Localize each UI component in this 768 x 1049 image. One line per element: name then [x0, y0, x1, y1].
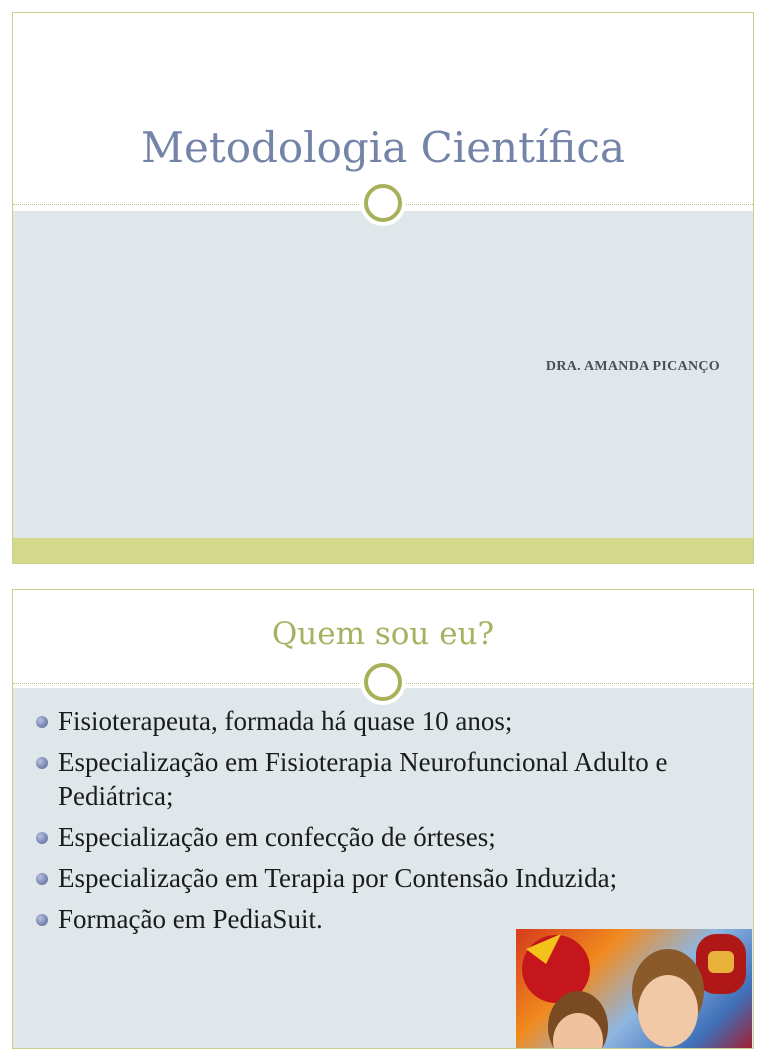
bullet-list — [33, 704, 748, 943]
presentation-title: Metodologia Científica — [141, 123, 625, 172]
bullet-dot-icon — [36, 914, 48, 926]
list-item — [33, 704, 748, 738]
about-slide — [12, 589, 754, 1049]
ring-ornament-icon — [364, 184, 402, 222]
list-item — [33, 861, 748, 895]
bullet-dot-icon — [36, 873, 48, 885]
title-band — [13, 13, 753, 205]
bullet-dot-icon — [36, 832, 48, 844]
list-item-text: Fisioterapeuta, formada há quase 10 anos; — [58, 706, 513, 736]
bullet-dot-icon — [36, 716, 48, 728]
ring-ornament-icon — [364, 663, 402, 701]
list-item-text: Especialização em Fisioterapia Neurofuncional Adulto e Pediátrica; — [58, 747, 668, 811]
child-face-shape — [638, 975, 698, 1047]
list-item — [33, 820, 748, 854]
list-item-text: Especialização em confecção de órteses; — [58, 822, 496, 852]
children-superhero-photo — [516, 929, 752, 1049]
author-name: DRA. AMANDA PICANÇO — [545, 359, 720, 374]
list-item-text: Formação em PediaSuit. — [58, 904, 323, 934]
list-item-text: Especialização em Terapia por Contensão Induzida; — [58, 863, 618, 893]
slide-title: Quem sou eu? — [271, 616, 495, 652]
list-item — [33, 745, 748, 813]
helmet-face-shape — [708, 951, 734, 973]
photo-illustration — [516, 929, 752, 1049]
bullet-dot-icon — [36, 757, 48, 769]
title-slide — [12, 12, 754, 564]
footer-band — [13, 538, 753, 563]
